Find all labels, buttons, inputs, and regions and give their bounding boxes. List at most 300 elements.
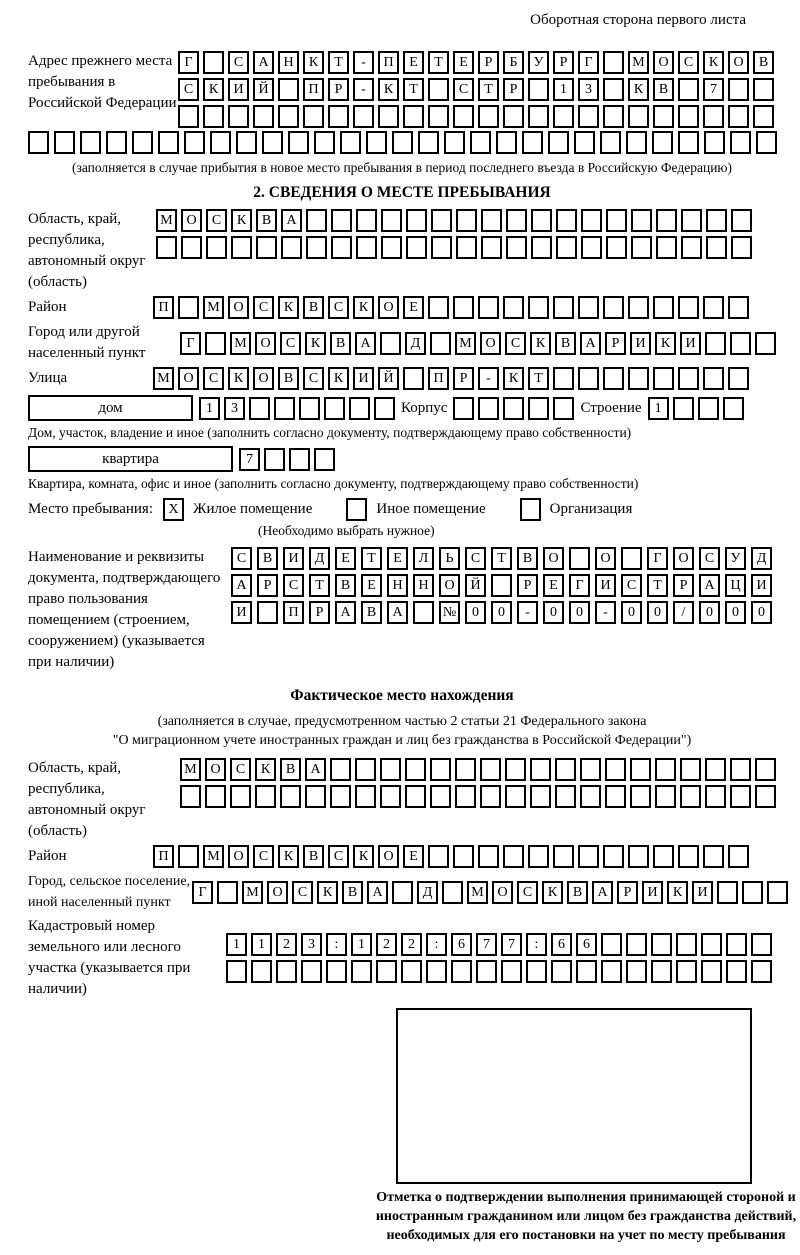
char-cell[interactable]: 6 bbox=[451, 933, 472, 956]
char-cell[interactable] bbox=[453, 397, 474, 420]
char-cell[interactable]: К bbox=[278, 296, 299, 319]
char-cell[interactable]: В bbox=[280, 758, 301, 781]
char-cell[interactable]: К bbox=[353, 845, 374, 868]
char-cell[interactable]: М bbox=[628, 51, 649, 74]
char-cell[interactable] bbox=[580, 785, 601, 808]
char-cell[interactable] bbox=[505, 758, 526, 781]
char-cell[interactable]: Н bbox=[413, 574, 434, 597]
char-cell[interactable] bbox=[530, 785, 551, 808]
char-cell[interactable]: А bbox=[305, 758, 326, 781]
char-cell[interactable] bbox=[274, 397, 295, 420]
char-cell[interactable] bbox=[405, 758, 426, 781]
char-cell[interactable] bbox=[603, 367, 624, 390]
char-cell[interactable]: М bbox=[455, 332, 476, 355]
char-cell[interactable]: О bbox=[378, 845, 399, 868]
char-cell[interactable]: В bbox=[330, 332, 351, 355]
char-cell[interactable] bbox=[548, 131, 569, 154]
char-cell[interactable] bbox=[580, 758, 601, 781]
char-cell[interactable] bbox=[381, 236, 402, 259]
char-cell[interactable] bbox=[676, 960, 697, 983]
char-cell[interactable] bbox=[455, 758, 476, 781]
char-cell[interactable] bbox=[706, 209, 727, 232]
char-cell[interactable]: Т bbox=[428, 51, 449, 74]
char-cell[interactable] bbox=[491, 574, 512, 597]
char-cell[interactable] bbox=[478, 845, 499, 868]
char-cell[interactable]: Б bbox=[503, 51, 524, 74]
char-cell[interactable]: А bbox=[367, 881, 388, 904]
char-cell[interactable] bbox=[530, 758, 551, 781]
char-cell[interactable]: О bbox=[205, 758, 226, 781]
char-cell[interactable]: 2 bbox=[401, 933, 422, 956]
char-cell[interactable] bbox=[236, 131, 257, 154]
char-cell[interactable] bbox=[181, 236, 202, 259]
char-cell[interactable]: С bbox=[253, 845, 274, 868]
char-cell[interactable] bbox=[503, 845, 524, 868]
char-cell[interactable] bbox=[501, 960, 522, 983]
char-cell[interactable]: - bbox=[353, 78, 374, 101]
char-cell[interactable]: Д bbox=[751, 547, 772, 570]
char-cell[interactable] bbox=[328, 105, 349, 128]
char-cell[interactable]: Е bbox=[387, 547, 408, 570]
char-cell[interactable]: В bbox=[517, 547, 538, 570]
char-cell[interactable]: 1 bbox=[226, 933, 247, 956]
char-cell[interactable]: 6 bbox=[576, 933, 597, 956]
char-cell[interactable]: С bbox=[328, 296, 349, 319]
char-cell[interactable] bbox=[753, 78, 774, 101]
char-cell[interactable]: - bbox=[353, 51, 374, 74]
char-cell[interactable] bbox=[581, 236, 602, 259]
char-cell[interactable] bbox=[381, 209, 402, 232]
char-cell[interactable] bbox=[428, 296, 449, 319]
char-cell[interactable] bbox=[288, 131, 309, 154]
char-cell[interactable] bbox=[380, 785, 401, 808]
char-cell[interactable] bbox=[413, 601, 434, 624]
char-cell[interactable]: В bbox=[567, 881, 588, 904]
char-cell[interactable]: О bbox=[673, 547, 694, 570]
char-cell[interactable]: О bbox=[181, 209, 202, 232]
char-cell[interactable]: К bbox=[328, 367, 349, 390]
char-cell[interactable]: Ц bbox=[725, 574, 746, 597]
char-cell[interactable] bbox=[480, 758, 501, 781]
char-cell[interactable]: А bbox=[699, 574, 720, 597]
char-cell[interactable] bbox=[54, 131, 75, 154]
char-cell[interactable] bbox=[755, 332, 776, 355]
char-cell[interactable]: П bbox=[153, 296, 174, 319]
char-cell[interactable]: О bbox=[595, 547, 616, 570]
char-cell[interactable]: - bbox=[517, 601, 538, 624]
char-cell[interactable] bbox=[392, 881, 413, 904]
char-cell[interactable]: В bbox=[256, 209, 277, 232]
char-cell[interactable] bbox=[478, 296, 499, 319]
char-cell[interactable]: М bbox=[153, 367, 174, 390]
char-cell[interactable] bbox=[742, 881, 763, 904]
char-cell[interactable]: Т bbox=[647, 574, 668, 597]
char-cell[interactable] bbox=[631, 209, 652, 232]
char-cell[interactable]: Г bbox=[192, 881, 213, 904]
char-cell[interactable]: К bbox=[703, 51, 724, 74]
char-cell[interactable] bbox=[703, 845, 724, 868]
char-cell[interactable]: 3 bbox=[301, 933, 322, 956]
stay-option-other-premises-checkbox[interactable] bbox=[346, 498, 367, 521]
char-cell[interactable]: Т bbox=[528, 367, 549, 390]
char-cell[interactable] bbox=[428, 845, 449, 868]
char-cell[interactable]: № bbox=[439, 601, 460, 624]
char-cell[interactable] bbox=[730, 785, 751, 808]
char-cell[interactable] bbox=[278, 105, 299, 128]
char-cell[interactable] bbox=[728, 845, 749, 868]
char-cell[interactable]: Т bbox=[478, 78, 499, 101]
char-cell[interactable]: Т bbox=[491, 547, 512, 570]
char-cell[interactable]: А bbox=[231, 574, 252, 597]
char-cell[interactable] bbox=[626, 933, 647, 956]
char-cell[interactable]: С bbox=[283, 574, 304, 597]
char-cell[interactable]: Е bbox=[403, 51, 424, 74]
char-cell[interactable] bbox=[728, 296, 749, 319]
char-cell[interactable] bbox=[366, 131, 387, 154]
char-cell[interactable] bbox=[555, 785, 576, 808]
char-cell[interactable]: О bbox=[228, 296, 249, 319]
char-cell[interactable] bbox=[430, 332, 451, 355]
char-cell[interactable] bbox=[331, 236, 352, 259]
char-cell[interactable]: А bbox=[335, 601, 356, 624]
char-cell[interactable] bbox=[451, 960, 472, 983]
char-cell[interactable] bbox=[628, 296, 649, 319]
char-cell[interactable] bbox=[578, 296, 599, 319]
char-cell[interactable] bbox=[681, 209, 702, 232]
char-cell[interactable]: Д bbox=[309, 547, 330, 570]
char-cell[interactable]: Р bbox=[478, 51, 499, 74]
char-cell[interactable] bbox=[680, 758, 701, 781]
char-cell[interactable] bbox=[178, 105, 199, 128]
char-cell[interactable] bbox=[576, 960, 597, 983]
char-cell[interactable] bbox=[606, 209, 627, 232]
char-cell[interactable]: В bbox=[361, 601, 382, 624]
char-cell[interactable] bbox=[251, 960, 272, 983]
char-cell[interactable]: В bbox=[342, 881, 363, 904]
char-cell[interactable]: Р bbox=[257, 574, 278, 597]
char-cell[interactable] bbox=[278, 78, 299, 101]
char-cell[interactable] bbox=[605, 758, 626, 781]
char-cell[interactable] bbox=[401, 960, 422, 983]
char-cell[interactable] bbox=[723, 397, 744, 420]
char-cell[interactable]: 1 bbox=[648, 397, 669, 420]
char-cell[interactable]: К bbox=[667, 881, 688, 904]
char-cell[interactable]: О bbox=[255, 332, 276, 355]
char-cell[interactable] bbox=[731, 209, 752, 232]
char-cell[interactable] bbox=[651, 960, 672, 983]
char-cell[interactable] bbox=[531, 236, 552, 259]
stay-option-organization-checkbox[interactable] bbox=[520, 498, 541, 521]
char-cell[interactable] bbox=[655, 785, 676, 808]
char-cell[interactable]: 7 bbox=[501, 933, 522, 956]
char-cell[interactable]: Р bbox=[673, 574, 694, 597]
char-cell[interactable]: О bbox=[492, 881, 513, 904]
char-cell[interactable]: С bbox=[203, 367, 224, 390]
char-cell[interactable] bbox=[210, 131, 231, 154]
char-cell[interactable]: С bbox=[178, 78, 199, 101]
char-cell[interactable]: Е bbox=[361, 574, 382, 597]
char-cell[interactable] bbox=[503, 105, 524, 128]
char-cell[interactable]: Г bbox=[178, 51, 199, 74]
char-cell[interactable] bbox=[628, 367, 649, 390]
char-cell[interactable]: С bbox=[292, 881, 313, 904]
char-cell[interactable] bbox=[628, 845, 649, 868]
char-cell[interactable]: Г bbox=[180, 332, 201, 355]
char-cell[interactable] bbox=[205, 785, 226, 808]
char-cell[interactable] bbox=[726, 933, 747, 956]
char-cell[interactable]: Р bbox=[309, 601, 330, 624]
char-cell[interactable] bbox=[678, 845, 699, 868]
char-cell[interactable]: : bbox=[326, 933, 347, 956]
char-cell[interactable] bbox=[506, 209, 527, 232]
char-cell[interactable] bbox=[480, 785, 501, 808]
char-cell[interactable]: В bbox=[303, 845, 324, 868]
char-cell[interactable] bbox=[330, 785, 351, 808]
char-cell[interactable]: О bbox=[439, 574, 460, 597]
char-cell[interactable]: В bbox=[303, 296, 324, 319]
char-cell[interactable] bbox=[506, 236, 527, 259]
char-cell[interactable]: / bbox=[673, 601, 694, 624]
char-cell[interactable] bbox=[603, 845, 624, 868]
char-cell[interactable]: И bbox=[692, 881, 713, 904]
char-cell[interactable] bbox=[731, 236, 752, 259]
char-cell[interactable]: С bbox=[231, 547, 252, 570]
char-cell[interactable]: - bbox=[595, 601, 616, 624]
apartment-type-box[interactable]: квартира bbox=[28, 446, 233, 472]
char-cell[interactable]: К bbox=[203, 78, 224, 101]
char-cell[interactable] bbox=[456, 209, 477, 232]
char-cell[interactable]: Н bbox=[387, 574, 408, 597]
char-cell[interactable]: А bbox=[592, 881, 613, 904]
char-cell[interactable]: : bbox=[426, 933, 447, 956]
char-cell[interactable] bbox=[324, 397, 345, 420]
char-cell[interactable] bbox=[555, 758, 576, 781]
char-cell[interactable] bbox=[701, 933, 722, 956]
char-cell[interactable]: 2 bbox=[276, 933, 297, 956]
char-cell[interactable]: Г bbox=[578, 51, 599, 74]
char-cell[interactable]: 0 bbox=[569, 601, 590, 624]
char-cell[interactable] bbox=[418, 131, 439, 154]
char-cell[interactable] bbox=[621, 547, 642, 570]
char-cell[interactable]: И bbox=[630, 332, 651, 355]
char-cell[interactable] bbox=[767, 881, 788, 904]
char-cell[interactable]: Р bbox=[617, 881, 638, 904]
char-cell[interactable]: К bbox=[317, 881, 338, 904]
char-cell[interactable] bbox=[751, 960, 772, 983]
char-cell[interactable] bbox=[728, 367, 749, 390]
char-cell[interactable]: И bbox=[283, 547, 304, 570]
char-cell[interactable]: Е bbox=[335, 547, 356, 570]
char-cell[interactable] bbox=[230, 785, 251, 808]
char-cell[interactable] bbox=[330, 758, 351, 781]
house-type-box[interactable]: дом bbox=[28, 395, 193, 421]
char-cell[interactable] bbox=[600, 131, 621, 154]
char-cell[interactable]: К bbox=[628, 78, 649, 101]
char-cell[interactable]: П bbox=[303, 78, 324, 101]
char-cell[interactable] bbox=[626, 131, 647, 154]
char-cell[interactable]: Д bbox=[405, 332, 426, 355]
char-cell[interactable]: У bbox=[725, 547, 746, 570]
char-cell[interactable]: Р bbox=[328, 78, 349, 101]
char-cell[interactable]: О bbox=[228, 845, 249, 868]
char-cell[interactable] bbox=[578, 367, 599, 390]
char-cell[interactable] bbox=[305, 785, 326, 808]
char-cell[interactable] bbox=[203, 105, 224, 128]
char-cell[interactable]: 0 bbox=[751, 601, 772, 624]
char-cell[interactable] bbox=[630, 758, 651, 781]
char-cell[interactable]: Е bbox=[543, 574, 564, 597]
char-cell[interactable] bbox=[756, 131, 777, 154]
char-cell[interactable]: М bbox=[467, 881, 488, 904]
char-cell[interactable]: В bbox=[335, 574, 356, 597]
char-cell[interactable]: 7 bbox=[703, 78, 724, 101]
char-cell[interactable] bbox=[158, 131, 179, 154]
char-cell[interactable] bbox=[280, 785, 301, 808]
char-cell[interactable] bbox=[356, 236, 377, 259]
char-cell[interactable]: 0 bbox=[725, 601, 746, 624]
char-cell[interactable] bbox=[314, 131, 335, 154]
char-cell[interactable]: О bbox=[253, 367, 274, 390]
char-cell[interactable]: С bbox=[230, 758, 251, 781]
char-cell[interactable]: К bbox=[378, 78, 399, 101]
char-cell[interactable] bbox=[306, 209, 327, 232]
char-cell[interactable] bbox=[455, 785, 476, 808]
char-cell[interactable] bbox=[453, 105, 474, 128]
char-cell[interactable]: Л bbox=[413, 547, 434, 570]
char-cell[interactable] bbox=[678, 78, 699, 101]
char-cell[interactable]: Р bbox=[605, 332, 626, 355]
char-cell[interactable] bbox=[403, 367, 424, 390]
char-cell[interactable] bbox=[703, 367, 724, 390]
char-cell[interactable] bbox=[503, 296, 524, 319]
char-cell[interactable]: И bbox=[353, 367, 374, 390]
char-cell[interactable] bbox=[628, 105, 649, 128]
char-cell[interactable] bbox=[106, 131, 127, 154]
char-cell[interactable]: С bbox=[228, 51, 249, 74]
char-cell[interactable]: П bbox=[153, 845, 174, 868]
char-cell[interactable]: С bbox=[453, 78, 474, 101]
char-cell[interactable] bbox=[601, 933, 622, 956]
char-cell[interactable] bbox=[478, 397, 499, 420]
char-cell[interactable]: В bbox=[753, 51, 774, 74]
char-cell[interactable] bbox=[705, 785, 726, 808]
char-cell[interactable] bbox=[653, 367, 674, 390]
char-cell[interactable] bbox=[553, 367, 574, 390]
char-cell[interactable] bbox=[603, 296, 624, 319]
char-cell[interactable] bbox=[80, 131, 101, 154]
char-cell[interactable]: Й bbox=[378, 367, 399, 390]
char-cell[interactable] bbox=[326, 960, 347, 983]
char-cell[interactable]: С bbox=[699, 547, 720, 570]
char-cell[interactable] bbox=[180, 785, 201, 808]
char-cell[interactable]: 2 bbox=[376, 933, 397, 956]
char-cell[interactable] bbox=[656, 236, 677, 259]
char-cell[interactable] bbox=[678, 105, 699, 128]
char-cell[interactable] bbox=[406, 209, 427, 232]
char-cell[interactable]: М bbox=[230, 332, 251, 355]
char-cell[interactable] bbox=[226, 960, 247, 983]
char-cell[interactable]: К bbox=[228, 367, 249, 390]
char-cell[interactable] bbox=[755, 785, 776, 808]
char-cell[interactable] bbox=[444, 131, 465, 154]
char-cell[interactable] bbox=[264, 448, 285, 471]
char-cell[interactable]: М bbox=[180, 758, 201, 781]
char-cell[interactable] bbox=[481, 236, 502, 259]
char-cell[interactable]: В bbox=[555, 332, 576, 355]
char-cell[interactable] bbox=[653, 845, 674, 868]
char-cell[interactable] bbox=[653, 296, 674, 319]
char-cell[interactable]: О bbox=[378, 296, 399, 319]
char-cell[interactable]: Й bbox=[253, 78, 274, 101]
char-cell[interactable] bbox=[392, 131, 413, 154]
char-cell[interactable]: К bbox=[278, 845, 299, 868]
char-cell[interactable] bbox=[228, 105, 249, 128]
char-cell[interactable]: 1 bbox=[199, 397, 220, 420]
char-cell[interactable] bbox=[603, 51, 624, 74]
char-cell[interactable]: Е bbox=[453, 51, 474, 74]
char-cell[interactable]: С bbox=[328, 845, 349, 868]
char-cell[interactable]: П bbox=[283, 601, 304, 624]
char-cell[interactable]: 3 bbox=[224, 397, 245, 420]
char-cell[interactable] bbox=[374, 397, 395, 420]
char-cell[interactable] bbox=[217, 881, 238, 904]
char-cell[interactable]: 0 bbox=[621, 601, 642, 624]
char-cell[interactable] bbox=[755, 758, 776, 781]
char-cell[interactable] bbox=[253, 105, 274, 128]
char-cell[interactable]: Т bbox=[328, 51, 349, 74]
char-cell[interactable] bbox=[706, 236, 727, 259]
char-cell[interactable]: К bbox=[503, 367, 524, 390]
char-cell[interactable] bbox=[605, 785, 626, 808]
char-cell[interactable] bbox=[704, 131, 725, 154]
char-cell[interactable] bbox=[652, 131, 673, 154]
char-cell[interactable]: И bbox=[751, 574, 772, 597]
char-cell[interactable] bbox=[751, 933, 772, 956]
char-cell[interactable]: К bbox=[303, 51, 324, 74]
char-cell[interactable]: А bbox=[387, 601, 408, 624]
char-cell[interactable]: Р bbox=[553, 51, 574, 74]
char-cell[interactable] bbox=[553, 296, 574, 319]
char-cell[interactable]: 1 bbox=[553, 78, 574, 101]
stay-option-residential-checkbox[interactable]: X bbox=[163, 498, 184, 521]
char-cell[interactable]: А bbox=[281, 209, 302, 232]
char-cell[interactable]: Т bbox=[361, 547, 382, 570]
char-cell[interactable] bbox=[701, 960, 722, 983]
char-cell[interactable] bbox=[703, 296, 724, 319]
char-cell[interactable]: К bbox=[305, 332, 326, 355]
char-cell[interactable] bbox=[705, 758, 726, 781]
char-cell[interactable] bbox=[276, 960, 297, 983]
char-cell[interactable]: М bbox=[203, 845, 224, 868]
char-cell[interactable] bbox=[730, 758, 751, 781]
char-cell[interactable] bbox=[262, 131, 283, 154]
char-cell[interactable] bbox=[340, 131, 361, 154]
char-cell[interactable]: С bbox=[303, 367, 324, 390]
char-cell[interactable] bbox=[673, 397, 694, 420]
char-cell[interactable] bbox=[630, 785, 651, 808]
char-cell[interactable] bbox=[553, 397, 574, 420]
char-cell[interactable]: И bbox=[680, 332, 701, 355]
char-cell[interactable]: П bbox=[378, 51, 399, 74]
char-cell[interactable] bbox=[428, 78, 449, 101]
char-cell[interactable]: И bbox=[228, 78, 249, 101]
char-cell[interactable] bbox=[376, 960, 397, 983]
char-cell[interactable]: К bbox=[255, 758, 276, 781]
char-cell[interactable] bbox=[681, 236, 702, 259]
char-cell[interactable] bbox=[442, 881, 463, 904]
char-cell[interactable] bbox=[431, 236, 452, 259]
char-cell[interactable] bbox=[249, 397, 270, 420]
